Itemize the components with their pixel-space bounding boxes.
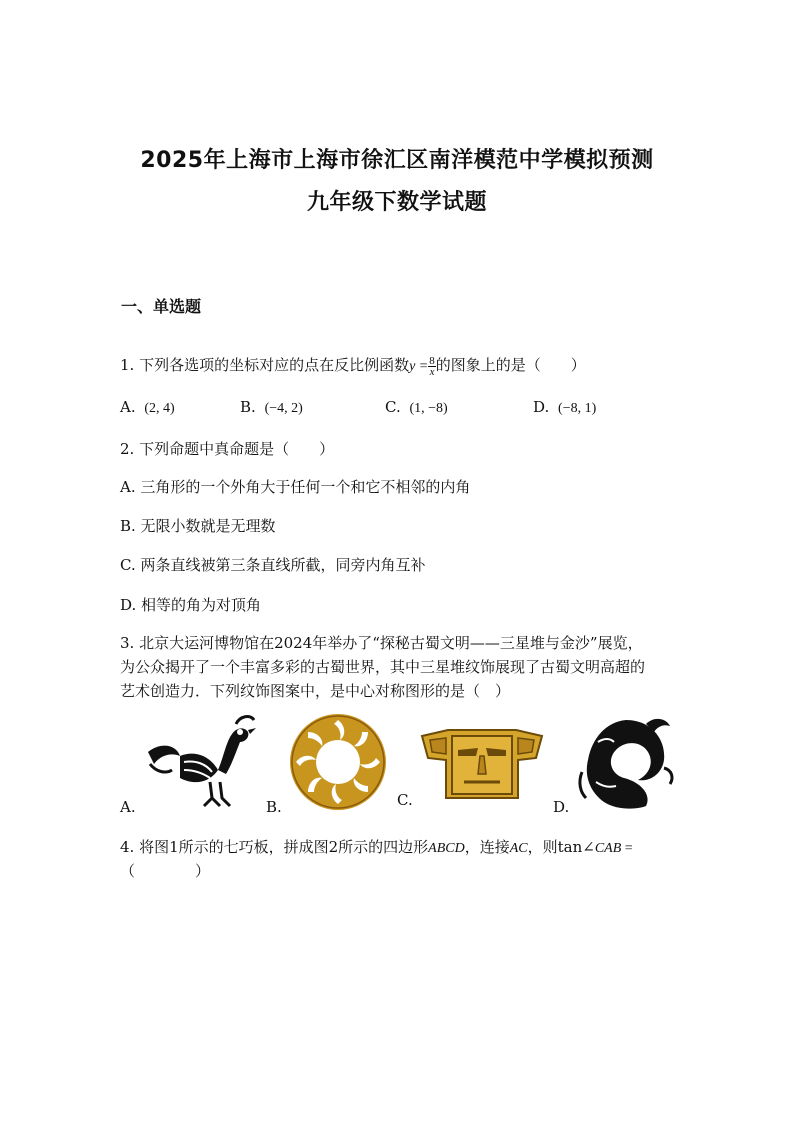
q1-option-c bbox=[385, 398, 448, 417]
q2-option-d: D. 相等的角为对顶角 bbox=[120, 596, 262, 614]
q3-option-a-label: A. bbox=[120, 798, 136, 816]
q1-option-d bbox=[533, 398, 596, 417]
q1-option-d-label: D. bbox=[533, 398, 550, 416]
q1-option-c-label: C. bbox=[385, 398, 401, 416]
q1-option-c-value: (1, −8) bbox=[409, 401, 448, 416]
q4-quadrilateral: ABCD bbox=[428, 841, 465, 856]
q4-tan-text: ，则tan∠ bbox=[527, 838, 595, 856]
section-heading: 一、单选题 bbox=[121, 297, 202, 316]
question-3-line-1: 3. 北京大运河博物馆在2024年举办了“探秘古蜀文明——三星堆与金沙”展览， bbox=[120, 634, 643, 652]
q4-connect-text: ，连接 bbox=[464, 838, 510, 856]
question-4-stem bbox=[120, 836, 633, 857]
exam-title: 2025年上海市上海市徐汇区南洋模范中学模拟预测 bbox=[140, 148, 654, 173]
q1-fraction-numerator: 8 bbox=[429, 354, 435, 367]
bronze-mask-image bbox=[418, 722, 546, 802]
question-4-answer-blank: （ ） bbox=[120, 862, 211, 880]
q4-prefix: 4. 将图1所示的七巧板，拼成图2所示的四边形 bbox=[120, 838, 429, 856]
exam-subtitle: 九年级下数学试题 bbox=[306, 190, 487, 215]
question-1-stem bbox=[120, 354, 586, 377]
q1-option-b-label: B. bbox=[240, 398, 256, 416]
q1-fraction-denominator: x bbox=[429, 365, 435, 378]
q4-segment: AC bbox=[509, 841, 528, 856]
q1-option-a bbox=[120, 398, 175, 417]
q1-prefix: 1. 下列各选项的坐标对应的点在反比例函数 bbox=[120, 356, 410, 374]
q2-option-c: C. 两条直线被第三条直线所截，同旁内角互补 bbox=[120, 556, 426, 574]
q1-option-b bbox=[240, 398, 303, 417]
q1-option-a-value: (2, 4) bbox=[144, 401, 175, 416]
q3-option-d-label: D. bbox=[553, 798, 570, 816]
q4-angle: CAB bbox=[594, 841, 622, 856]
q3-option-b-label: B. bbox=[266, 798, 282, 816]
q2-option-b: B. 无限小数就是无理数 bbox=[120, 517, 276, 535]
q1-fraction bbox=[428, 356, 436, 377]
q1-function-lhs: y = bbox=[409, 359, 429, 374]
question-3-line-2: 为公众揭开了一个丰富多彩的古蜀世界，其中三星堆纹饰展现了古蜀文明高超的 bbox=[120, 658, 646, 676]
q1-option-d-value: (−8, 1) bbox=[558, 401, 597, 416]
sun-wheel-image bbox=[288, 712, 388, 812]
q1-option-b-value: (−4, 2) bbox=[264, 401, 303, 416]
bird-pattern-image bbox=[140, 712, 260, 812]
q2-option-a: A. 三角形的一个外角大于任何一个和它不相邻的内角 bbox=[120, 478, 471, 496]
question-3-line-3: 艺术创造力．下列纹饰图案中，是中心对称图形的是（ ） bbox=[120, 682, 511, 700]
q1-option-a-label: A. bbox=[120, 398, 136, 416]
q1-suffix: 的图象上的是（ ） bbox=[435, 356, 586, 374]
dragon-pattern-image bbox=[576, 712, 676, 812]
q4-equals: = bbox=[621, 841, 633, 856]
question-2-stem: 2. 下列命题中真命题是（ ） bbox=[120, 440, 335, 458]
q3-option-c-label: C. bbox=[397, 791, 413, 809]
